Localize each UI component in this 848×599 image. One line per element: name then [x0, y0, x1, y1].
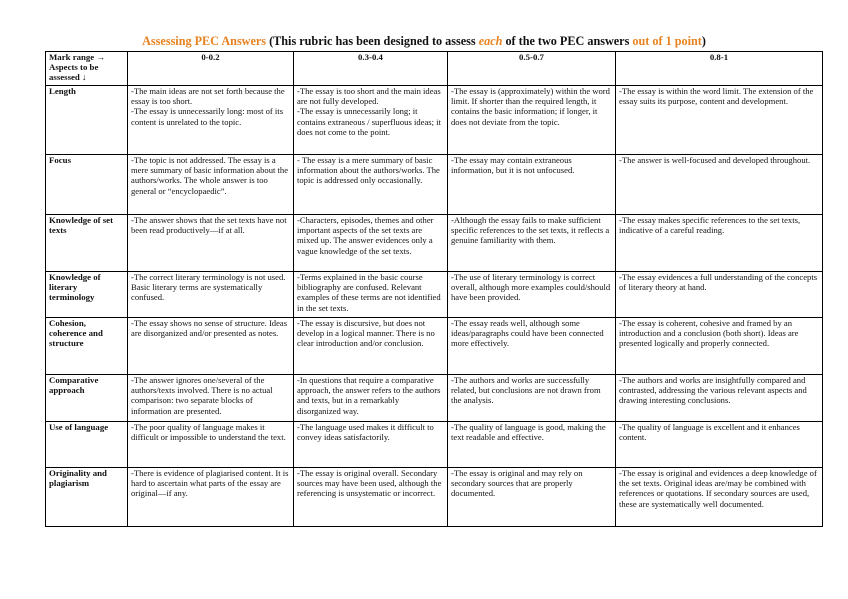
table-row — [46, 468, 823, 527]
rubric-cell: -The essay is original and evidences a deep knowledge of the set texts. Original ideas are/may be combined with references or quotations. If secondary sources are used, these are systematically well documented. — [616, 468, 823, 527]
criterion-label: Knowledge of literary terminology — [46, 272, 128, 318]
rubric-cell: -The essay makes specific references to the set texts, indicative of a careful reading. — [616, 215, 823, 272]
rubric-cell: -The answer ignores one/several of the authors/texts involved. There is no actual comparison: two separate blocks of information are presented. — [128, 375, 294, 422]
criterion-label: Length — [46, 86, 128, 155]
title-paren-close: ) — [701, 34, 706, 48]
header-band: 0.3-0.4 — [294, 52, 448, 86]
rubric-cell: -The essay is too short and the main ideas are not fully developed. -The essay is unnecessarily long; it contains extraneous / superfluous ideas; it does not come to the point. — [294, 86, 448, 155]
page-title — [0, 34, 848, 49]
header-row — [46, 52, 823, 86]
criterion-label: Comparative approach — [46, 375, 128, 422]
criterion-label: Originality and plagiarism — [46, 468, 128, 527]
rubric-cell: -The essay may contain extraneous information, but it is not unfocused. — [448, 155, 616, 215]
header-band: 0.8-1 — [616, 52, 823, 86]
rubric-cell: -The authors and works are insightfully compared and contrasted, addressing the various relevant aspects and drawing interesting conclusions. — [616, 375, 823, 422]
rubric-cell: -Although the essay fails to make sufficient specific references to the set texts, it reflects a genuine familiarity with them. — [448, 215, 616, 272]
rubric-cell: -The essay is coherent, cohesive and framed by an introduction and a conclusion (both short). Ideas are presented logically and properly connected. — [616, 318, 823, 375]
rubric-cell: -Characters, episodes, themes and other important aspects of the set texts are mixed up. The answer evidences only a vague knowledge of the set texts. — [294, 215, 448, 272]
table-row — [46, 375, 823, 422]
title-each: each — [478, 34, 503, 48]
title-middle: of the two PEC answers — [502, 34, 633, 48]
rubric-cell: -The essay is discursive, but does not develop in a logical manner. There is no clear introduction and/or conclusion. — [294, 318, 448, 375]
table-row — [46, 422, 823, 468]
header-band: 0-0.2 — [128, 52, 294, 86]
title-points: out of 1 point — [632, 34, 702, 48]
rubric-cell: -The topic is not addressed. The essay is a mere summary of basic information about the authors/works. The whole answer is too general or “encyclopaedic”. — [128, 155, 294, 215]
rubric-cell: -In questions that require a comparative approach, the answer refers to the authors and texts, but in a remarkably disorganized way. — [294, 375, 448, 422]
rubric-cell: -The correct literary terminology is not used. Basic literary terms are systematically confused. — [128, 272, 294, 318]
title-main: Assessing PEC Answers — [142, 34, 267, 48]
criterion-label: Knowledge of set texts — [46, 215, 128, 272]
title-paren-open: (This rubric has been designed to assess — [266, 34, 479, 48]
criterion-label: Cohesion, coherence and structure — [46, 318, 128, 375]
rubric-cell: -The essay shows no sense of structure. Ideas are disorganized and/or presented as notes. — [128, 318, 294, 375]
rubric-cell: -The essay reads well, although some ideas/paragraphs could have been connected more effectively. — [448, 318, 616, 375]
rubric-cell: -The main ideas are not set forth because the essay is too short. -The essay is unnecessarily long: most of its content is unrelated to the topic. — [128, 86, 294, 155]
rubric-cell: -There is evidence of plagiarised content. It is hard to ascertain what parts of the essay are original—if any. — [128, 468, 294, 527]
criterion-label: Use of language — [46, 422, 128, 468]
rubric-cell: -The answer shows that the set texts have not been read productively—if at all. — [128, 215, 294, 272]
rubric-cell: -Terms explained in the basic course bibliography are confused. Relevant examples of these terms are not identified in the set texts. — [294, 272, 448, 318]
rubric-table — [45, 51, 823, 527]
table-row — [46, 272, 823, 318]
rubric-cell: -The essay is within the word limit. The extension of the essay suits its purpose, content and development. — [616, 86, 823, 155]
header-corner: Mark range → Aspects to be assessed ↓ — [46, 52, 128, 86]
table-row — [46, 86, 823, 155]
table-row — [46, 318, 823, 375]
rubric-cell: -The poor quality of language makes it difficult or impossible to understand the text. — [128, 422, 294, 468]
table-row — [46, 155, 823, 215]
rubric-cell: -The language used makes it difficult to convey ideas satisfactorily. — [294, 422, 448, 468]
rubric-cell: - The essay is a mere summary of basic information about the authors/works. The topic is addressed only occasionally. — [294, 155, 448, 215]
rubric-cell: -The answer is well-focused and developed throughout. — [616, 155, 823, 215]
rubric-cell: -The quality of language is good, making the text readable and effective. — [448, 422, 616, 468]
rubric-cell: -The essay is original and may rely on secondary sources that are properly documented. — [448, 468, 616, 527]
rubric-cell: -The quality of language is excellent and it enhances content. — [616, 422, 823, 468]
rubric-cell: -The use of literary terminology is correct overall, although more examples could/should have been provided. — [448, 272, 616, 318]
rubric-cell: -The essay is (approximately) within the word limit. If shorter than the required length, it contains the basic information; if longer, it does not deviate from the topic. — [448, 86, 616, 155]
criterion-label: Focus — [46, 155, 128, 215]
rubric-cell: -The essay is original overall. Secondary sources may have been used, although the referencing is unsystematic or incorrect. — [294, 468, 448, 527]
rubric-cell: -The essay evidences a full understanding of the concepts of literary theory at hand. — [616, 272, 823, 318]
rubric-cell: -The authors and works are successfully related, but conclusions are not drawn from the analysis. — [448, 375, 616, 422]
header-band: 0.5-0.7 — [448, 52, 616, 86]
table-row — [46, 215, 823, 272]
